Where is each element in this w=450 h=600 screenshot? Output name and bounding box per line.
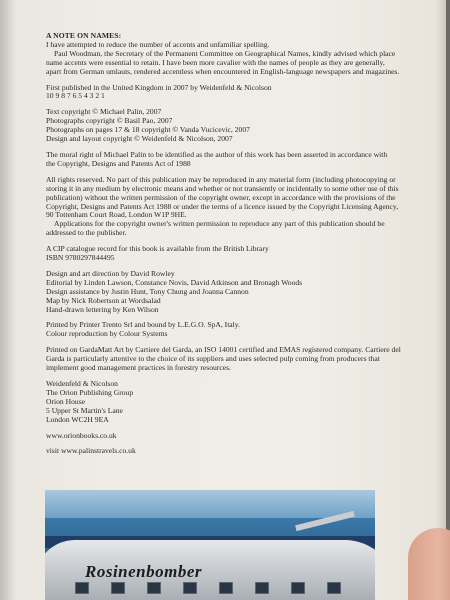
note-line: name accents were essential to retain. I have been more cavalier with the names of people as they are generally, bbox=[46, 57, 385, 67]
aircraft-window bbox=[327, 582, 341, 594]
applications-line: addressed to the publisher. bbox=[46, 228, 127, 238]
paper-line: Printed on GardaMatt Art by Cartiere del Garda, an ISO 14001 certified and EMAS registered company. Cartiere del bbox=[46, 345, 401, 355]
address-line: 5 Upper St Martin's Lane bbox=[46, 405, 123, 415]
publication-line: First published in the United Kingdom in 2007 by Weidenfeld & Nicolson bbox=[46, 82, 272, 92]
page-edge-shadow bbox=[436, 0, 446, 600]
note-heading: A NOTE ON NAMES: bbox=[46, 31, 122, 40]
applications-line: Applications for the copyright owner's written permission to reproduce any part of this publication should be bbox=[54, 219, 385, 229]
aircraft-window bbox=[255, 582, 269, 594]
publication-info bbox=[46, 84, 431, 102]
orion-url: www.orionbooks.co.uk bbox=[46, 430, 117, 440]
photo-sky bbox=[45, 490, 375, 520]
aircraft-label: Rosinenbomber bbox=[85, 562, 203, 581]
copyright-line: Photographs on pages 17 & 18 copyright © Vanda Vucicevic, 2007 bbox=[46, 125, 250, 135]
printer-line: Printed by Printer Trento Srl and bound by L.E.G.O. SpA, Italy. bbox=[46, 320, 240, 330]
cip-record bbox=[46, 245, 431, 263]
address-line: London WC2H 9EA bbox=[46, 414, 109, 424]
aircraft-windows bbox=[75, 582, 355, 596]
copyright-line: Photographs copyright © Basil Pao, 2007 bbox=[46, 116, 173, 126]
rights-line: 90 Tottenham Court Road, London W1P 9HE. bbox=[46, 210, 187, 220]
rights-line: storing it in any medium by electronic means and whether or not transiently or incidentally to some other use of this bbox=[46, 183, 399, 193]
palin-website bbox=[46, 447, 431, 456]
colour-line: Colour reproduction by Colour Systems bbox=[46, 329, 168, 339]
credit-line: Editorial by Linden Lawson, Constance Novis, David Atkinson and Bronagh Woods bbox=[46, 277, 303, 287]
aircraft-window bbox=[183, 582, 197, 594]
address-line: The Orion Publishing Group bbox=[46, 387, 134, 397]
copyright-notices bbox=[46, 108, 431, 144]
credits bbox=[46, 270, 431, 315]
aircraft-window bbox=[111, 582, 125, 594]
aircraft-window bbox=[147, 582, 161, 594]
isbn-line: ISBN 9780297844495 bbox=[46, 253, 115, 263]
moral-rights-line: The moral right of Michael Palin to be identified as the author of this work has been asserted in accordance with bbox=[46, 149, 388, 159]
aircraft-photo bbox=[45, 490, 375, 600]
page-gutter-shadow bbox=[0, 0, 16, 600]
credit-line: Map by Nick Robertson at Wordsalad bbox=[46, 295, 161, 305]
credit-line: Design assistance by Justin Hunt, Tony Chung and Joanna Cannon bbox=[46, 286, 249, 296]
paper-line: Garda is particularly attentive to the choice of its suppliers and uses selected pulp coming from producers that bbox=[46, 354, 380, 364]
aircraft-window bbox=[219, 582, 233, 594]
aircraft-window bbox=[291, 582, 305, 594]
copyright-line: Design and layout copyright © Weidenfeld & Nicolson, 2007 bbox=[46, 134, 233, 144]
printing-info bbox=[46, 321, 431, 339]
publisher-address bbox=[46, 380, 431, 425]
copyright-line: Text copyright © Michael Palin, 2007 bbox=[46, 107, 162, 117]
rights-reserved bbox=[46, 176, 431, 238]
credit-line: Hand-drawn lettering by Ken Wilson bbox=[46, 304, 159, 314]
palin-url: visit www.palinstravels.co.uk bbox=[46, 446, 136, 456]
moral-rights-line: the Copyright, Designs and Patents Act of 1988 bbox=[46, 158, 191, 168]
address-line: Weidenfeld & Nicolson bbox=[46, 379, 118, 388]
copyright-text bbox=[46, 32, 431, 463]
note-line: Paul Woodman, the Secretary of the Permanent Committee on Geographical Names, kindly advised which place bbox=[54, 48, 396, 58]
thumb-holding-page bbox=[408, 528, 450, 600]
aircraft-window bbox=[75, 582, 89, 594]
cip-line: A CIP catalogue record for this book is available from the British Library bbox=[46, 244, 269, 254]
credit-line: Design and art direction by David Rowley bbox=[46, 268, 175, 278]
address-line: Orion House bbox=[46, 396, 86, 406]
orion-website bbox=[46, 432, 431, 441]
printing-number-line: 10 9 8 7 6 5 4 3 2 1 bbox=[46, 91, 105, 101]
paper-info bbox=[46, 346, 431, 373]
moral-rights bbox=[46, 151, 431, 169]
note-line: apart from German umlauts, rendered accentless when encountered in English-language newspapers and magazines. bbox=[46, 66, 400, 76]
rights-line: Copyright, Designs and Patents Act 1988 or under the terms of a licence issued by the Copyright Licensing Agency, bbox=[46, 201, 399, 211]
note-on-names bbox=[46, 32, 431, 77]
rights-line: All rights reserved. No part of this publication may be reproduced in any material form (including photocopying or bbox=[46, 174, 396, 184]
note-line: I have attempted to reduce the number of accents and unfamiliar spelling. bbox=[46, 39, 270, 49]
paper-line: implement good management practices in forestry resources. bbox=[46, 363, 231, 373]
rights-line: publication) without the written permission of the copyright owner, except in accordance with the provisions of the bbox=[46, 192, 396, 202]
